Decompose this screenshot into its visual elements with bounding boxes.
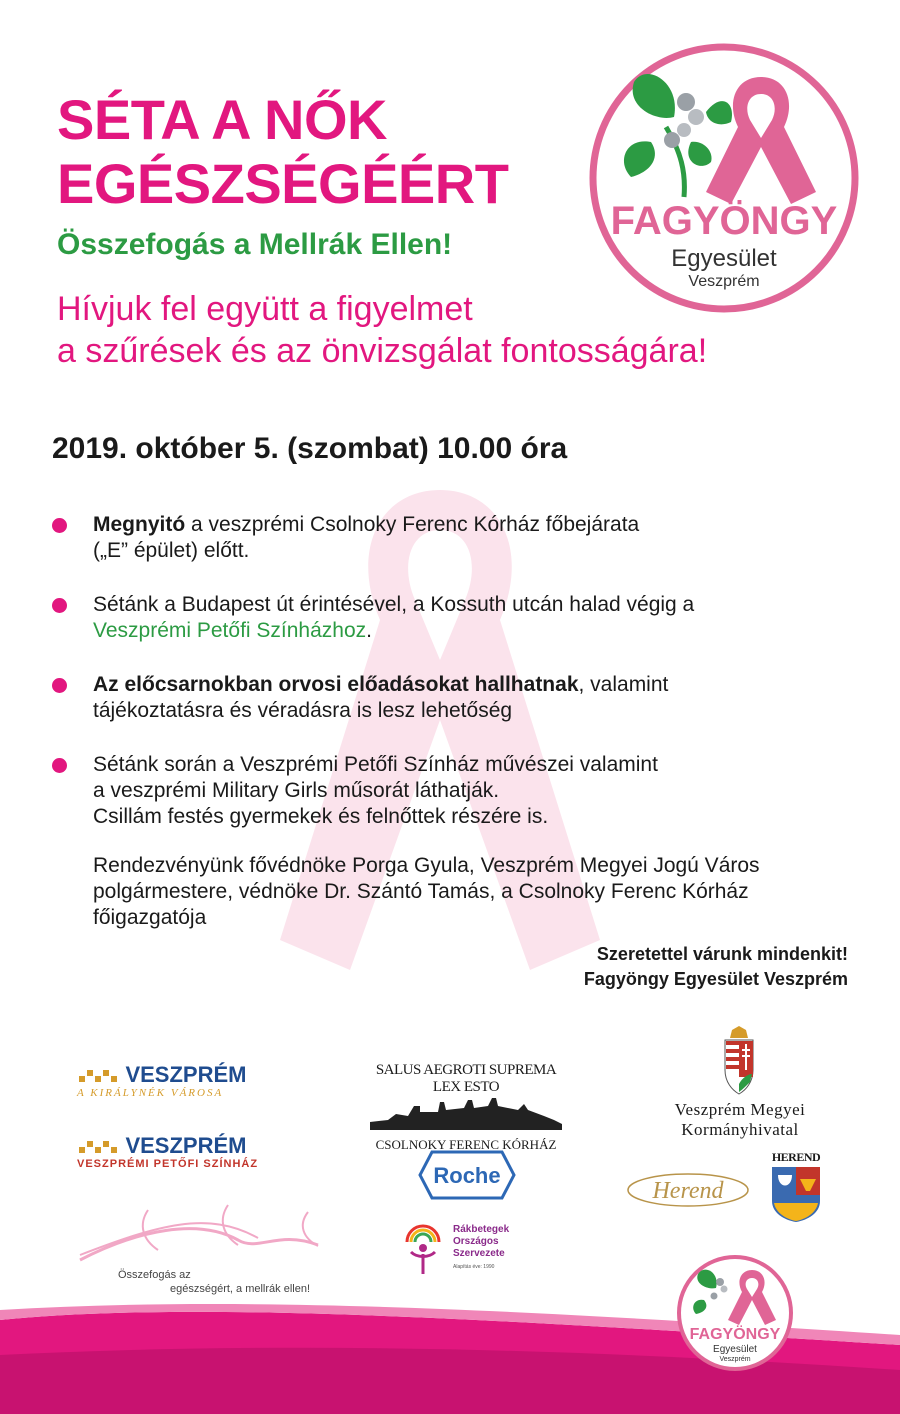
signature: Szeretettel várunk mindenkit! Fagyöngy Egyesület Veszprém (583, 944, 848, 989)
event-date: 2019. október 5. (szombat) 10.00 óra (52, 432, 568, 465)
svg-text:Roche: Roche (433, 1163, 501, 1188)
program-list (52, 512, 852, 858)
logo-name: FAGYÖNGY (610, 199, 838, 243)
list-item: Sétánk a Budapest út érintésével, a Kossuth utcán halad végig a Veszprémi Petőfi Színházhoz. (52, 592, 852, 644)
crown-icon (77, 1135, 121, 1157)
ribbon-bridge-caption: Összefogás az egészségért, a mellrák ellen! (118, 1269, 311, 1295)
rakbetegek-logo: Rákbetegek Országos Szervezete Alapítás éve: 1990 (403, 1218, 543, 1280)
hospital-logo: SALUS AEGROTI SUPREMA LEX ESTO CSOLNOKY FERENC KÓRHÁZ (366, 1062, 566, 1153)
herend-shield-icon (770, 1165, 822, 1223)
fagyongy-logo (586, 42, 862, 314)
bullet-icon (52, 598, 67, 613)
event-tagline: Hívjuk fel együtt a figyelmet a szűrések és az önvizsgálat fontosságára! (57, 290, 708, 370)
svg-text:Veszprém: Veszprém (719, 1356, 751, 1363)
ribbon-bridge-logo (78, 1200, 338, 1270)
crown-icon (77, 1064, 121, 1086)
footer-fagyongy-logo (676, 1254, 794, 1372)
roche-logo (418, 1150, 516, 1200)
logo-line3: Veszprém (688, 273, 760, 290)
event-title: SÉTA A NŐK EGÉSZSÉGÉÉRT (57, 88, 509, 215)
herend-crest-logo: HEREND (768, 1150, 824, 1228)
svg-text:Herend: Herend (652, 1178, 724, 1204)
coat-of-arms-icon (722, 1024, 756, 1096)
castle-silhouette-icon (368, 1096, 564, 1130)
kormanyhivatal-name: Veszprém Megyei Kormányhivatal (674, 1100, 806, 1139)
bullet-icon (52, 758, 67, 773)
bullet-icon (52, 678, 67, 693)
rainbow-person-icon (403, 1218, 443, 1278)
list-item: Az előcsarnokban orvosi előadásokat hallhatnak, valamint tájékoztatásra és véradásra is lesz lehetőség (52, 672, 852, 724)
petofi-theatre-logo: VESZPRÉM VESZPRÉMI PETŐFI SZÍNHÁZ (77, 1133, 259, 1170)
veszprem-city-logo: VESZPRÉM A KIRÁLYNÉK VÁROSA (77, 1062, 247, 1099)
logo-line2: Egyesület (671, 245, 777, 272)
list-item: Sétánk során a Veszprémi Petőfi Színház művészei valamint a veszprémi Military Girls műsorát láthatják. Csillám festés gyermekek és felnőttek részére is. (52, 752, 852, 830)
svg-text:FAGYÖNGY: FAGYÖNGY (689, 1326, 781, 1343)
herend-script-logo (624, 1168, 752, 1212)
event-subtitle: Összefogás a Mellrák Ellen! (57, 228, 453, 261)
svg-text:Egyesület: Egyesület (713, 1344, 757, 1355)
list-item: Megnyitó a veszprémi Csolnoky Ferenc Kórház főbejárata („E” épület) előtt. (52, 512, 852, 564)
bullet-icon (52, 518, 67, 533)
patron-paragraph: Rendezvényünk fővédnöke Porga Gyula, Veszprém Megyei Jogú Város polgármestere, védnöke Dr. Szántó Tamás, a Csolnoky Ferenc Kórház főigazgatója (93, 854, 760, 929)
